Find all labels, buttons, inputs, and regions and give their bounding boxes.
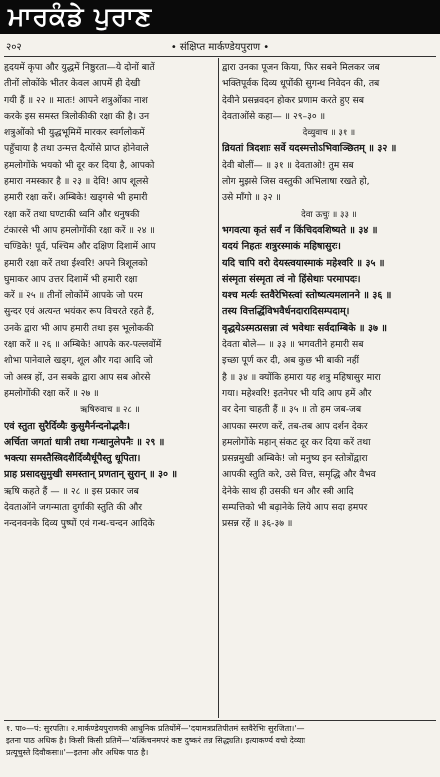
text-line: गयी हैं ॥ २२ ॥ मातः! आपने शत्रुओंका नाश — [4, 94, 148, 106]
footnote-rule — [4, 720, 436, 721]
sub-heading: देव्युवाच ॥ ३१ ॥ — [302, 128, 356, 139]
text-line: पहुँचाया है तथा उन्मत्त दैत्योंसे प्राप्त होनेवाले — [4, 143, 149, 155]
text-line: सुन्दर एवं अत्यन्त भयंकर रूप विचरते रहते हैं, — [4, 306, 155, 318]
text-line: करें ॥ २५ ॥ तीनों लोकोंमें आपके जो परम — [4, 290, 143, 302]
sanskrit-verse: यदयं निहतः शत्रुरस्माकं महिषासुरः। — [222, 241, 341, 253]
text-line: वर देना चाहती हैं ॥ ३५ ॥ तो हम जब-जब — [222, 404, 362, 416]
text-line: आपकी स्तुति करे, उसे वित्त, समृद्धि और वैभव — [222, 469, 376, 481]
text-line: रक्षा करें तथा घण्टाकी ध्वनि और धनुषकी — [4, 208, 140, 220]
text-line: लोग मुझसे जिस वस्तुकी अभिलाषा रखते हो, — [222, 176, 370, 188]
sanskrit-verse: संस्मृता संस्मृता त्वं नो हिंसेथाः परमापदः। — [222, 273, 361, 285]
banner — [0, 0, 440, 34]
page-number: २०२ — [6, 42, 22, 53]
text-line: हमारा नमस्कार है ॥ २३ ॥ देवि! आप शूलसे — [4, 176, 149, 188]
text-line: हमारी रक्षा करें तथा ईश्वरि! अपने त्रिशूलको — [4, 257, 148, 269]
text-line: हमारी रक्षा करें। अम्बिके! खड्गसे भी हमारी — [4, 192, 148, 204]
header-rule — [4, 56, 436, 57]
text-line: गया। महेश्वरि! इतनेपर भी यदि आप हमें और — [222, 387, 372, 399]
sanskrit-verse: भगवत्या कृतं सर्वं न किंचिदवशिष्यते ॥ ३४ ॥ — [222, 224, 378, 236]
text-line: है ॥ ३४ ॥ क्योंकि हमारा यह शत्रु महिषासुर मारा — [222, 371, 381, 383]
column-divider — [218, 58, 219, 718]
text-line: हमलोगोंकी रक्षा करें ॥ २७ ॥ — [4, 387, 99, 399]
footnote-line: इतना पाठ अधिक है। किसी किसी प्रतिमें—'यत्किंचनमपरं कष्ट दुष्करं तन्न सिद्ध्यति। इत्याकर्ण्य वचो देव्याः — [6, 736, 305, 746]
page-header — [0, 38, 440, 54]
footnotes — [6, 723, 434, 760]
sanskrit-verse: वृद्धयेऽस्मत्प्रसन्ना त्वं भवेथाः सर्वदाम्बिके ॥ ३७ ॥ — [222, 322, 388, 334]
text-line: देवीने प्रसन्नवदन होकर प्रणाम करते हुए सब — [222, 94, 365, 106]
text-line: करके इस समस्त त्रिलोकीकी रक्षा की है। उन — [4, 110, 150, 122]
text-line: देवता बोले— ॥ ३३ ॥ भगवतीने हमारी सब — [222, 339, 364, 351]
text-line: नन्दनवनके दिव्य पुष्पों एवं गन्ध-चन्दन आदिके — [4, 518, 155, 530]
text-line: तीनों लोकोंके भीतर केवल आपमें ही देखी — [4, 78, 141, 90]
text-line: शत्रुओंको भी युद्धभूमिमें मारकर स्वर्गलोकमें — [4, 127, 145, 139]
text-line: देवताओंसे कहा— ॥ २९–३० ॥ — [222, 110, 326, 122]
sanskrit-verse: एवं स्तुता सुरैर्दिव्यैः कुसुमैर्नन्दनोद्भवैः। — [4, 420, 130, 432]
sanskrit-verse: प्राह प्रसादसुमुखी समस्तान् प्रणतान् सुरान् ॥ ३० ॥ — [4, 469, 178, 481]
text-line: प्रसन्नमुखी अम्बिके! जो मनुष्य इन स्तोत्रोंद्वारा — [222, 453, 368, 465]
footnote-line: प्रत्यूचुस्ते दिवौकसः॥'—इतना और अधिक पाठ है। — [6, 748, 149, 758]
text-line: उनके द्वारा भी आप हमारी तथा इस भूलोककी — [4, 322, 154, 334]
text-line: आपका स्मरण करें, तब-तब आप दर्शन देकर — [222, 420, 368, 432]
text-line: भक्तिपूर्वक दिव्य धूपोंकी सुगन्ध निवेदन की, तब — [222, 78, 380, 90]
running-title: • संक्षिप्त मार्कण्डेयपुराण • — [170, 42, 270, 53]
text-line: सम्पत्तिको भी बढ़ानेके लिये आप सदा हमपर — [222, 502, 368, 514]
text-line: देनेके साथ ही उसकी धन और स्त्री आदि — [222, 485, 354, 497]
text-line: द्वारा उनका पूजन किया, फिर सबने मिलकर जब — [222, 62, 380, 73]
sanskrit-verse: अर्चिता जगतां धात्री तथा गन्धानुलेपनैः ॥ २९ ॥ — [4, 436, 165, 448]
footnote-line: १. पा०—पं: सुरपतिः। २.मार्कण्डेयपुराणकी आधुनिक प्रतियोंमें—'दयामत्रप्रतिपीतमं स्तवैरेभिः सुरजिता।'— — [6, 724, 305, 733]
text-line: शोभा पानेवाले खड्ग, शूल और गदा आदि जो — [4, 355, 153, 367]
sanskrit-verse: तस्य वित्तर्द्धिविभवैर्धनदारादिसम्पदाम्। — [222, 306, 350, 318]
text-line: घुमाकर आप उत्तर दिशामें भी हमारी रक्षा — [4, 273, 138, 285]
sanskrit-verse: यदि चापि वरो देयस्त्वयास्माकं महेश्वरि ॥ ३५ ॥ — [222, 257, 385, 269]
text-line: उसे माँगो ॥ ३२ ॥ — [222, 192, 281, 204]
sanskrit-verse: भक्त्या समस्तैस्त्रिदशैर्दिव्यैर्धूपैस्तु धूपिता। — [4, 453, 141, 465]
text-line: हृदयमें कृपा और युद्धमें निष्ठुरता—ये दोनों बातें — [4, 62, 155, 73]
right-column — [222, 60, 436, 716]
text-line: रक्षा करें ॥ २६ ॥ अम्बिके! आपके कर-पल्लवोंमें — [4, 339, 162, 351]
text-line: चण्डिके! पूर्व, पश्चिम और दक्षिण दिशामें आप — [4, 241, 156, 253]
sub-heading: ऋषिरुवाच ॥ २८ ॥ — [80, 405, 140, 416]
text-line: देवताओंने जगन्माता दुर्गाकी स्तुति की और — [4, 502, 142, 514]
text-line: इच्छा पूर्ण कर दी, अब कुछ भी बाकी नहीं — [222, 355, 359, 367]
left-column — [4, 60, 216, 716]
sanskrit-verse: यश्च मर्त्यः स्तवैरेभिस्त्वां स्तोष्यत्यमलानने ॥ ३६ ॥ — [222, 290, 392, 302]
text-line: प्रसन्न रहें ॥ ३६-३७ ॥ — [222, 518, 293, 530]
text-line: देवी बोलीं— ॥ ३१ ॥ देवताओ! तुम सब — [222, 159, 354, 171]
text-line: हमलोगोंके महान् संकट दूर कर दिया करें तथा — [222, 436, 371, 448]
text-line: हमलोगोंके भयको भी दूर कर दिया है, आपको — [4, 159, 155, 171]
text-line: ऋषि कहते हैं — ॥ २८ ॥ इस प्रकार जब — [4, 485, 139, 497]
sub-heading: देवा ऊचुः ॥ ३३ ॥ — [301, 209, 357, 220]
text-line: जो अस्त्र हों, उन सबके द्वारा आप सब ओरसे — [4, 371, 151, 383]
sanskrit-verse: व्रियतां त्रिदशाः सर्वे यदस्मत्तोऽभिवाञ्छितम् ॥ ३२ ॥ — [222, 143, 397, 155]
text-line: टंकारसे भी आप हमलोगोंकी रक्षा करें ॥ २४ ॥ — [4, 224, 155, 236]
banner-title: ਮਾਰਕੰਡੇ ਪੁਰਾਣ — [8, 2, 153, 31]
